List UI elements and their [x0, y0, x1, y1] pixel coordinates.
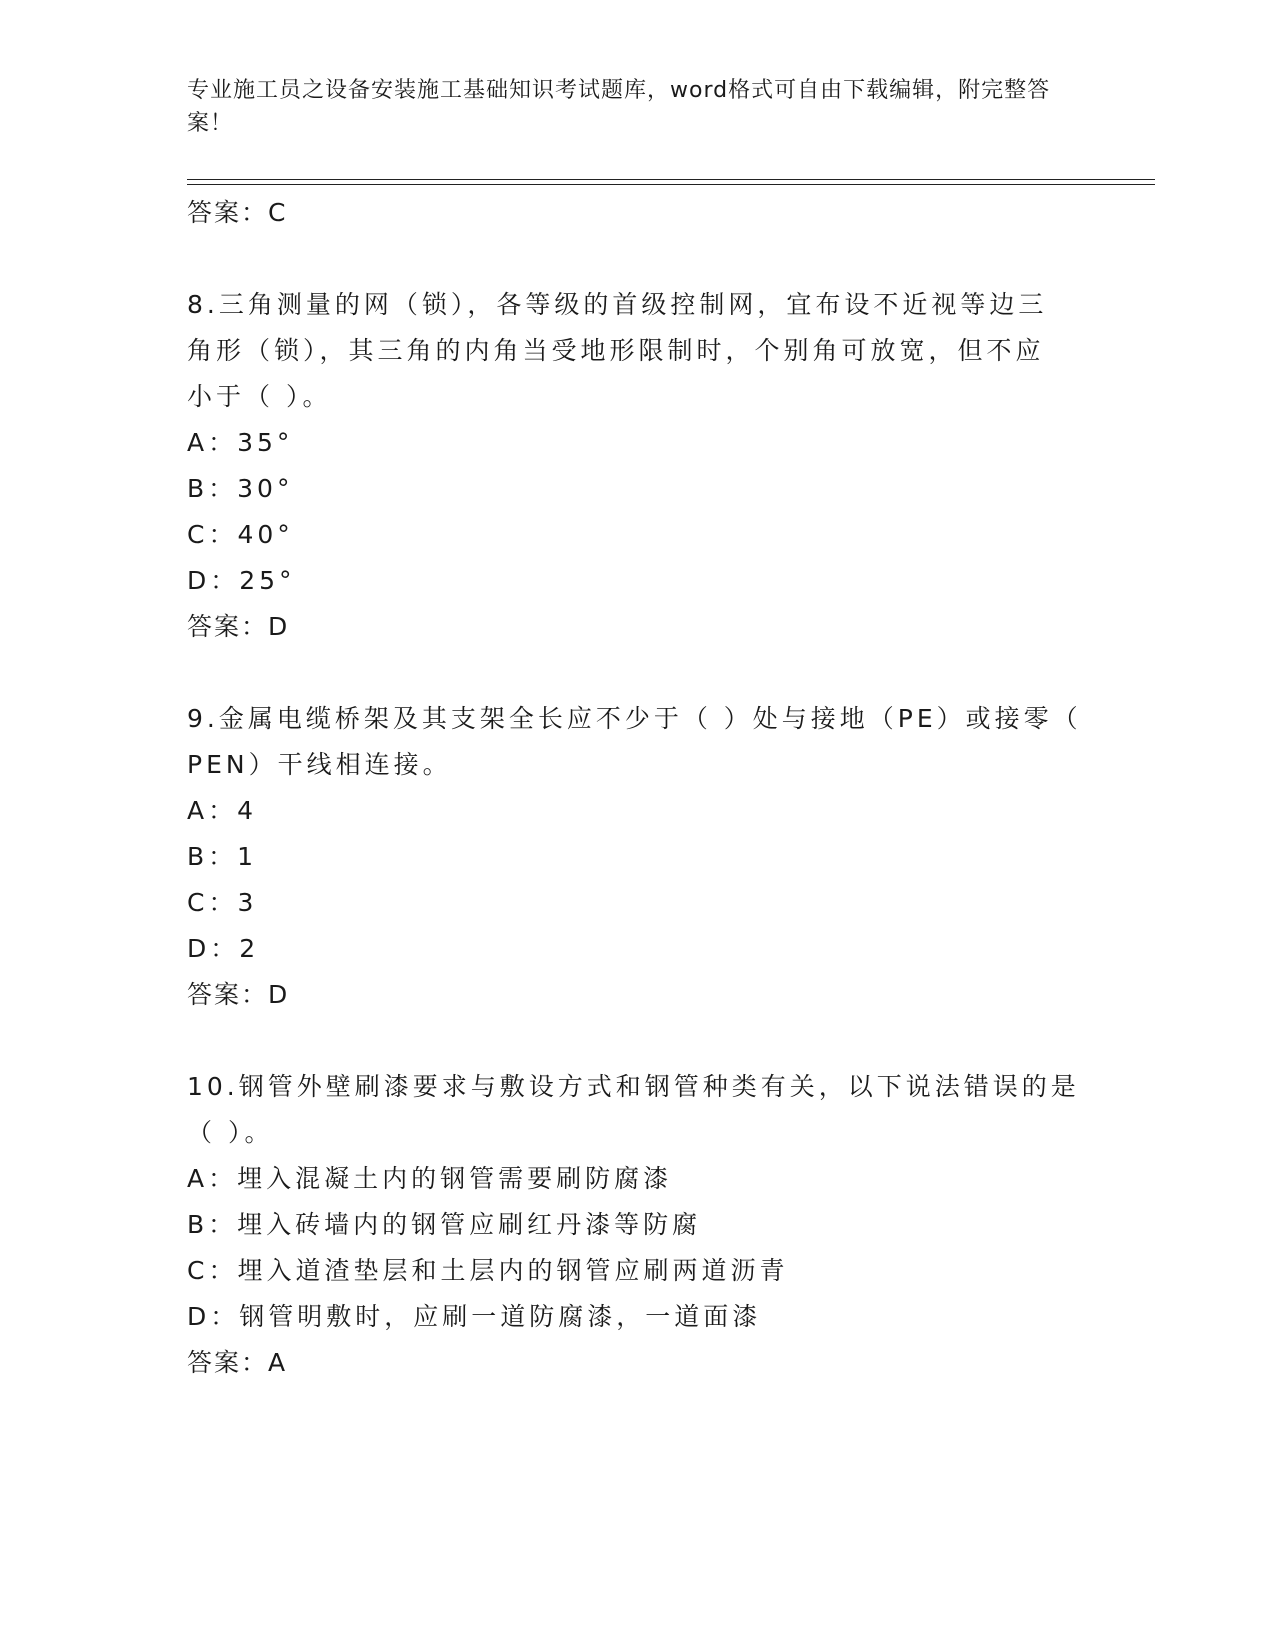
- answer-line: 答案：A: [187, 1348, 288, 1377]
- option-c: C：埋入道渣垫层和土层内的钢管应刷两道沥青: [187, 1256, 789, 1285]
- question-text-line: （ ）。: [187, 1118, 274, 1147]
- question-text-line: 8.三角测量的网（锁），各等级的首级控制网，宜布设不近视等边三: [187, 290, 1048, 319]
- question-text-line: 9.金属电缆桥架及其支架全长应不少于（ ）处与接地（PE）或接零（: [187, 704, 1082, 733]
- answer-line: 答案：D: [187, 612, 290, 641]
- page-header: 专业施工员之设备安装施工基础知识考试题库，word格式可自由下载编辑，附完整答案！: [187, 78, 1051, 136]
- question-block: [187, 1064, 1087, 1386]
- question-text-line: 小于（ ）。: [187, 382, 332, 411]
- question-block: [187, 282, 1087, 650]
- document-body: [187, 190, 1087, 1386]
- option-b: B：30°: [187, 474, 294, 503]
- header-divider-top: [187, 179, 1155, 180]
- question-block: [187, 696, 1087, 1018]
- option-b: B：埋入砖墙内的钢管应刷红丹漆等防腐: [187, 1210, 702, 1239]
- question-text-line: 10.钢管外壁刷漆要求与敷设方式和钢管种类有关，以下说法错误的是: [187, 1072, 1080, 1101]
- option-c: C：40°: [187, 520, 294, 549]
- option-d: D：2: [187, 934, 260, 963]
- option-b: B：1: [187, 842, 258, 871]
- option-a: A：4: [187, 796, 258, 825]
- answer-line: 答案：D: [187, 980, 290, 1009]
- option-a: A：35°: [187, 428, 294, 457]
- option-a: A：埋入混凝土内的钢管需要刷防腐漆: [187, 1164, 673, 1193]
- question-text-line: PEN）干线相连接。: [187, 750, 452, 779]
- answer-line: 答案：C: [187, 198, 288, 227]
- option-c: C：3: [187, 888, 258, 917]
- option-d: D：钢管明敷时，应刷一道防腐漆，一道面漆: [187, 1302, 762, 1331]
- question-text-line: 角形（锁），其三角的内角当受地形限制时，个别角可放宽，但不应: [187, 336, 1045, 365]
- header-divider-bottom: [187, 184, 1155, 185]
- option-d: D：25°: [187, 566, 296, 595]
